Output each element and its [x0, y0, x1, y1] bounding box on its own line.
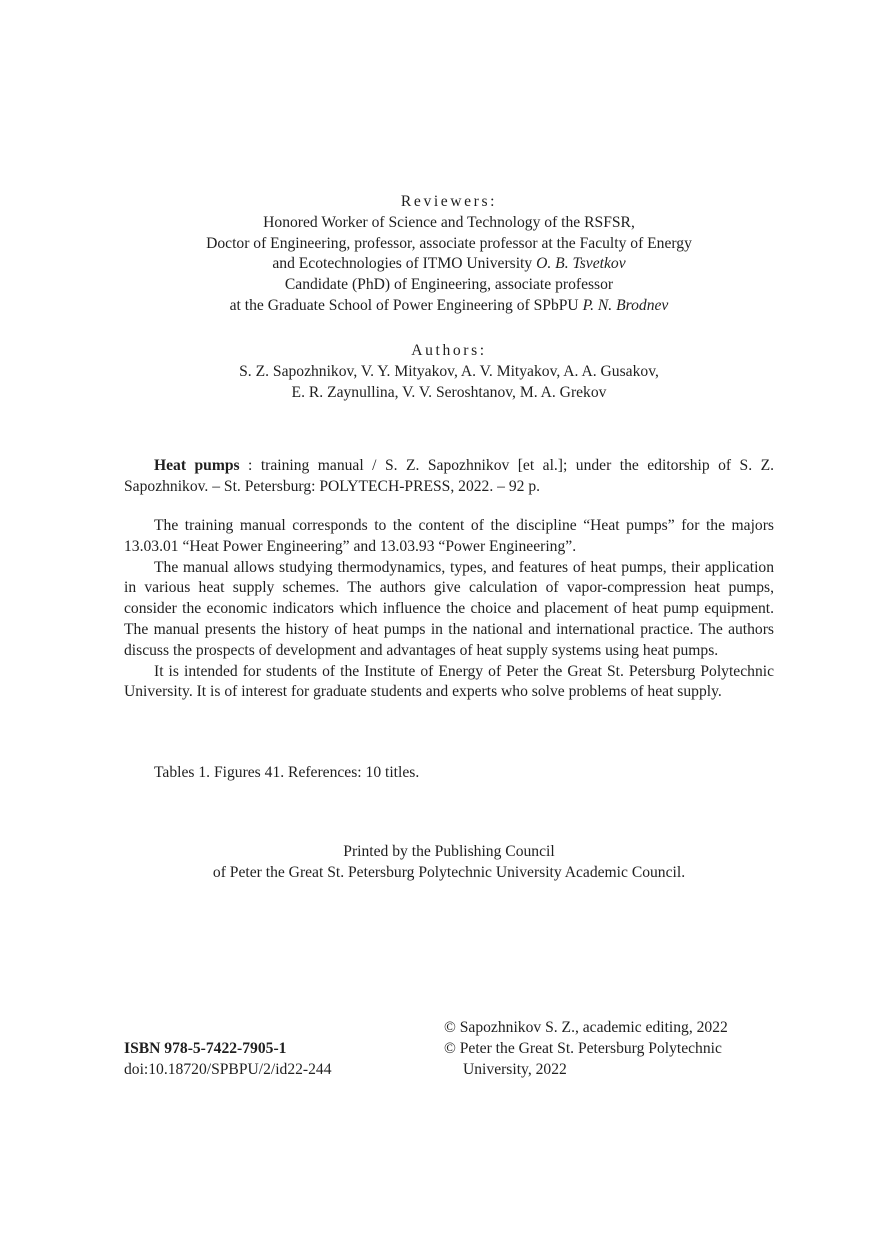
isbn: ISBN 978-5-7422-7905-1 — [124, 1040, 287, 1057]
reviewer-line-3 — [124, 254, 774, 275]
reviewer-name-tsvetkov: O. B. Tsvetkov — [536, 255, 626, 273]
abstract-section — [124, 516, 774, 703]
printed-line-1: Printed by the Publishing Council — [343, 843, 555, 860]
citation-details: : training manual / S. Z. Sapozhnikov [et al.]; under the editorship of S. Z. Sapozhnikov. – St. Petersburg: POLYTECH-PRESS, 2022. – 92 p. — [124, 457, 774, 495]
printed-line-2: of Peter the Great St. Petersburg Polytechnic University Academic Council. — [212, 863, 686, 881]
copyright-section — [444, 1018, 774, 1080]
reviewer-affiliation-2: at the Graduate School of Power Engineering of SPbPU — [229, 296, 579, 314]
reviewer-name-brodnev: P. N. Brodnev — [582, 296, 669, 314]
book-title: Heat pumps — [154, 457, 240, 474]
reviewer-line-2: Doctor of Engineering, professor, associate professor at the Faculty of Energy — [206, 234, 692, 252]
printed-section — [124, 842, 774, 884]
abstract-paragraph-1: The training manual corresponds to the content of the discipline “Heat pumps” for the majors 13.03.01 “Heat Power Engineering” and 13.03.93 “Power Engineering”. — [124, 517, 774, 555]
authors-line-1: S. Z. Sapozhnikov, V. Y. Mityakov, A. V. Mityakov, A. A. Gusakov, — [239, 362, 659, 380]
copyright-line-1: © Sapozhnikov S. Z., academic editing, 2022 — [444, 1019, 728, 1036]
counts-section — [124, 763, 774, 784]
authors-line-2: E. R. Zaynullina, V. V. Seroshtanov, M. A. Grekov — [291, 383, 607, 401]
doi: doi:10.18720/SPBPU/2/id22-244 — [124, 1060, 332, 1078]
reviewer-line-1: Honored Worker of Science and Technology of the RSFSR, — [263, 213, 635, 231]
reviewer-line-4: Candidate (PhD) of Engineering, associate professor — [284, 276, 614, 294]
citation-paragraph — [124, 456, 774, 498]
abstract-paragraph-2: The manual allows studying thermodynamics, types, and features of heat pumps, their application in various heat supply schemes. The authors give calculation of vapor-compression heat pumps, consider the economic indicators which influence the choice and placement of heat pump equipment. The manual presents the history of heat pumps in the national and international practice. The authors discuss the prospects of development and advantages of heat supply systems using heat pumps. — [124, 558, 774, 659]
authors-heading: Authors: — [411, 342, 487, 359]
abstract-paragraph-3: It is intended for students of the Institute of Energy of Peter the Great St. Petersburg Polytechnic University. It is of interest for graduate students and experts who solve problems of heat supply. — [124, 662, 774, 701]
reviewer-affiliation: and Ecotechnologies of ITMO University — [272, 255, 533, 273]
counts-line: Tables 1. Figures 41. References: 10 titles. — [154, 764, 420, 781]
copyright-line-3: University, 2022 — [463, 1060, 567, 1078]
isbn-section — [124, 1039, 424, 1081]
reviewer-line-5 — [124, 296, 774, 317]
reviewers-heading: Reviewers: — [400, 193, 498, 210]
copyright-line-2: © Peter the Great St. Petersburg Polytechnic — [444, 1039, 722, 1057]
reviewers-section — [124, 192, 774, 317]
authors-section — [124, 341, 774, 403]
citation-section — [124, 456, 774, 498]
